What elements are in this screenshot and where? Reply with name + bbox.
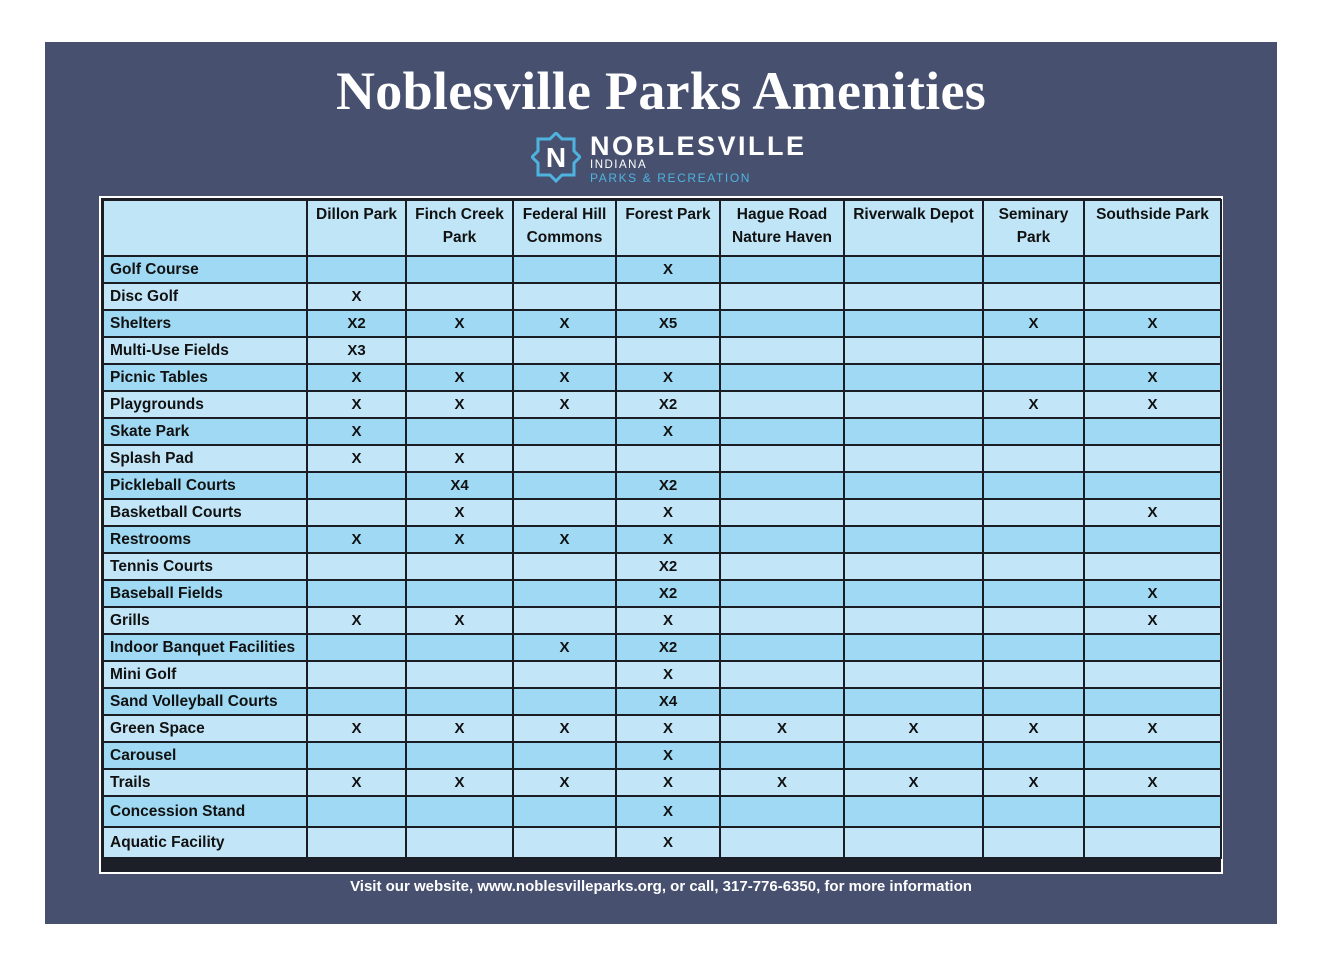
table-row: [103, 256, 1221, 283]
table-row: [103, 418, 1221, 445]
amenity-cell: X: [406, 364, 513, 391]
amenity-cell: X: [307, 445, 406, 472]
amenity-cell: [720, 310, 844, 337]
amenity-cell: [720, 391, 844, 418]
table-row: [103, 634, 1221, 661]
amenity-cell: [307, 634, 406, 661]
row-label: Restrooms: [103, 526, 307, 553]
amenity-cell: [616, 283, 720, 310]
table-row: [103, 715, 1221, 742]
row-label: Shelters: [103, 310, 307, 337]
table-row: [103, 499, 1221, 526]
amenity-cell: [720, 553, 844, 580]
amenity-cell: [1084, 661, 1221, 688]
amenity-cell: [406, 742, 513, 769]
amenity-cell: [513, 445, 616, 472]
amenity-cell: [720, 337, 844, 364]
amenity-cell: X2: [616, 634, 720, 661]
amenity-cell: [406, 634, 513, 661]
row-label: Green Space: [103, 715, 307, 742]
n-star-logo-icon: [531, 132, 581, 186]
amenity-cell: X: [983, 310, 1084, 337]
amenity-cell: [844, 364, 983, 391]
amenity-cell: [720, 364, 844, 391]
amenity-cell: X: [307, 607, 406, 634]
poster-panel: [45, 42, 1277, 924]
row-label: Multi-Use Fields: [103, 337, 307, 364]
amenity-cell: [844, 391, 983, 418]
amenity-cell: [720, 526, 844, 553]
amenity-cell: X: [1084, 607, 1221, 634]
amenity-cell: X: [513, 715, 616, 742]
amenity-cell: X3: [307, 337, 406, 364]
amenity-cell: [983, 742, 1084, 769]
table-row: [103, 472, 1221, 499]
row-label: Aquatic Facility: [103, 827, 307, 858]
amenity-cell: [513, 472, 616, 499]
amenity-cell: X: [406, 391, 513, 418]
amenity-cell: [983, 688, 1084, 715]
amenity-cell: X: [616, 796, 720, 827]
row-label: Pickleball Courts: [103, 472, 307, 499]
amenity-cell: X: [406, 445, 513, 472]
table-row: [103, 553, 1221, 580]
amenity-cell: X: [406, 310, 513, 337]
table-row: [103, 688, 1221, 715]
amenity-cell: [720, 742, 844, 769]
amenity-cell: [307, 256, 406, 283]
table-row: [103, 742, 1221, 769]
row-label: Skate Park: [103, 418, 307, 445]
table-row: [103, 827, 1221, 858]
amenity-cell: [1084, 553, 1221, 580]
table-row: [103, 310, 1221, 337]
amenity-cell: [406, 827, 513, 858]
column-header: Finch Creek Park: [406, 200, 513, 256]
amenity-cell: [844, 580, 983, 607]
logo-state: INDIANA: [590, 159, 648, 171]
amenity-cell: [844, 445, 983, 472]
row-label: Playgrounds: [103, 391, 307, 418]
amenity-cell: [983, 634, 1084, 661]
table-row: [103, 283, 1221, 310]
amenity-cell: [1084, 472, 1221, 499]
amenity-cell: [1084, 337, 1221, 364]
amenity-cell: X: [513, 769, 616, 796]
amenity-cell: [720, 661, 844, 688]
amenities-table: [102, 199, 1222, 859]
row-label: Basketball Courts: [103, 499, 307, 526]
amenity-cell: X: [616, 256, 720, 283]
row-label: Golf Course: [103, 256, 307, 283]
amenity-cell: [513, 827, 616, 858]
amenity-cell: X: [1084, 310, 1221, 337]
amenity-cell: [983, 796, 1084, 827]
amenity-cell: [513, 499, 616, 526]
amenity-cell: X: [616, 607, 720, 634]
column-header: Southside Park: [1084, 200, 1221, 256]
amenities-table-body: [103, 256, 1221, 858]
amenity-cell: [1084, 445, 1221, 472]
table-row: [103, 391, 1221, 418]
amenity-cell: [513, 661, 616, 688]
amenity-cell: X: [616, 661, 720, 688]
amenity-cell: [983, 661, 1084, 688]
amenity-cell: X: [1084, 364, 1221, 391]
table-row: [103, 769, 1221, 796]
amenity-cell: X2: [616, 580, 720, 607]
amenity-cell: [844, 256, 983, 283]
amenity-cell: [720, 796, 844, 827]
logo-department: PARKS & RECREATION: [590, 171, 752, 185]
amenity-cell: X: [406, 607, 513, 634]
amenity-cell: [983, 283, 1084, 310]
row-label: Disc Golf: [103, 283, 307, 310]
amenity-cell: [720, 283, 844, 310]
row-label: Sand Volleyball Courts: [103, 688, 307, 715]
amenity-cell: [406, 688, 513, 715]
amenity-cell: X: [844, 769, 983, 796]
amenity-cell: [983, 418, 1084, 445]
amenity-cell: [1084, 526, 1221, 553]
table-row: [103, 526, 1221, 553]
column-header: Forest Park: [616, 200, 720, 256]
amenity-cell: [513, 607, 616, 634]
amenity-cell: [307, 742, 406, 769]
amenity-cell: [844, 553, 983, 580]
amenity-cell: [406, 580, 513, 607]
noblesville-logo: [531, 130, 807, 190]
amenity-cell: [844, 418, 983, 445]
amenity-cell: [844, 607, 983, 634]
amenity-cell: [307, 553, 406, 580]
amenity-cell: X2: [616, 391, 720, 418]
amenity-cell: [406, 418, 513, 445]
amenity-cell: [844, 634, 983, 661]
amenity-cell: [983, 256, 1084, 283]
row-label: Picnic Tables: [103, 364, 307, 391]
amenity-cell: [844, 827, 983, 858]
amenity-cell: X: [616, 715, 720, 742]
amenity-cell: [307, 499, 406, 526]
amenity-cell: [1084, 634, 1221, 661]
amenity-cell: [513, 580, 616, 607]
amenity-cell: X: [513, 634, 616, 661]
amenity-cell: X: [307, 715, 406, 742]
amenity-cell: [307, 580, 406, 607]
amenity-cell: X: [406, 499, 513, 526]
amenity-cell: [406, 337, 513, 364]
table-row: [103, 364, 1221, 391]
amenity-cell: X: [720, 715, 844, 742]
amenity-cell: X: [844, 715, 983, 742]
column-header: Federal Hill Commons: [513, 200, 616, 256]
amenity-cell: [983, 472, 1084, 499]
amenity-cell: [616, 337, 720, 364]
amenity-cell: [1084, 256, 1221, 283]
amenity-cell: X: [406, 715, 513, 742]
amenity-cell: X: [307, 418, 406, 445]
amenity-cell: [844, 310, 983, 337]
amenity-cell: [720, 688, 844, 715]
amenity-cell: [844, 499, 983, 526]
amenity-cell: [1084, 283, 1221, 310]
amenity-cell: [983, 364, 1084, 391]
row-label: Concession Stand: [103, 796, 307, 827]
amenity-cell: [307, 796, 406, 827]
amenity-cell: [844, 283, 983, 310]
amenity-cell: X: [616, 742, 720, 769]
amenity-cell: [983, 445, 1084, 472]
amenity-cell: X: [307, 283, 406, 310]
logo-name: NOBLESVILLE: [590, 131, 807, 161]
amenities-table-frame: [99, 196, 1223, 874]
amenity-cell: X: [1084, 391, 1221, 418]
amenity-cell: X: [616, 418, 720, 445]
amenity-cell: X: [513, 364, 616, 391]
amenity-cell: X: [513, 526, 616, 553]
amenity-cell: [720, 634, 844, 661]
amenity-cell: X: [616, 526, 720, 553]
amenity-cell: [983, 607, 1084, 634]
row-label: Grills: [103, 607, 307, 634]
table-row: [103, 607, 1221, 634]
table-row: [103, 337, 1221, 364]
amenity-cell: X: [720, 769, 844, 796]
amenity-cell: [720, 256, 844, 283]
amenity-cell: [844, 526, 983, 553]
row-label: Splash Pad: [103, 445, 307, 472]
table-row: [103, 796, 1221, 827]
row-label: Baseball Fields: [103, 580, 307, 607]
column-header: Hague Road Nature Haven: [720, 200, 844, 256]
amenity-cell: X: [616, 769, 720, 796]
amenity-cell: [307, 472, 406, 499]
amenity-cell: X: [983, 769, 1084, 796]
amenity-cell: X: [406, 769, 513, 796]
amenity-cell: [513, 283, 616, 310]
amenity-cell: [720, 499, 844, 526]
amenity-cell: [1084, 418, 1221, 445]
amenity-cell: [844, 472, 983, 499]
amenity-cell: X: [1084, 769, 1221, 796]
amenity-cell: [616, 445, 720, 472]
amenity-cell: [513, 553, 616, 580]
amenity-cell: [720, 827, 844, 858]
amenity-cell: [513, 337, 616, 364]
amenity-cell: X2: [616, 553, 720, 580]
amenity-cell: [513, 688, 616, 715]
amenity-cell: X: [983, 715, 1084, 742]
amenity-cell: [406, 553, 513, 580]
amenity-cell: [513, 796, 616, 827]
amenity-cell: [844, 742, 983, 769]
amenity-cell: [406, 283, 513, 310]
amenity-cell: [406, 661, 513, 688]
row-label: Carousel: [103, 742, 307, 769]
amenity-cell: X: [307, 769, 406, 796]
amenity-cell: [513, 418, 616, 445]
amenity-cell: [307, 827, 406, 858]
amenity-cell: [983, 827, 1084, 858]
amenity-cell: [513, 256, 616, 283]
amenity-cell: [1084, 688, 1221, 715]
amenity-cell: [844, 796, 983, 827]
amenity-cell: [844, 661, 983, 688]
amenity-cell: [406, 796, 513, 827]
amenity-cell: [720, 445, 844, 472]
amenity-cell: X: [307, 391, 406, 418]
table-row: [103, 445, 1221, 472]
amenity-cell: [720, 472, 844, 499]
column-header: Riverwalk Depot: [844, 200, 983, 256]
amenity-cell: [307, 688, 406, 715]
amenity-cell: [1084, 796, 1221, 827]
amenity-cell: X2: [616, 472, 720, 499]
amenity-cell: [983, 580, 1084, 607]
column-header: Dillon Park: [307, 200, 406, 256]
amenity-cell: X: [1084, 499, 1221, 526]
table-row: [103, 661, 1221, 688]
amenity-cell: X: [616, 364, 720, 391]
column-header: Seminary Park: [983, 200, 1084, 256]
amenity-cell: [983, 526, 1084, 553]
amenity-cell: X: [406, 526, 513, 553]
amenity-cell: X4: [616, 688, 720, 715]
amenity-cell: X: [513, 391, 616, 418]
amenity-cell: [720, 418, 844, 445]
amenity-cell: [983, 553, 1084, 580]
row-label: Indoor Banquet Facilities: [103, 634, 307, 661]
amenity-cell: X: [307, 526, 406, 553]
amenity-cell: [844, 688, 983, 715]
amenity-cell: [307, 661, 406, 688]
logo-letter: N: [545, 142, 567, 173]
amenity-cell: X: [1084, 580, 1221, 607]
amenity-cell: [720, 607, 844, 634]
amenity-cell: [983, 337, 1084, 364]
corner-cell: [103, 200, 307, 256]
amenity-cell: X2: [307, 310, 406, 337]
amenity-cell: X: [616, 827, 720, 858]
row-label: Mini Golf: [103, 661, 307, 688]
amenity-cell: [844, 337, 983, 364]
amenity-cell: [983, 499, 1084, 526]
amenity-cell: X5: [616, 310, 720, 337]
row-label: Trails: [103, 769, 307, 796]
page-title: Noblesville Parks Amenities: [335, 61, 987, 121]
row-label: Tennis Courts: [103, 553, 307, 580]
amenity-cell: X: [983, 391, 1084, 418]
amenity-cell: X: [1084, 715, 1221, 742]
amenity-cell: [720, 580, 844, 607]
amenity-cell: [1084, 827, 1221, 858]
footer-contact-info: Visit our website, www.noblesvilleparks.org, or call, 317-776-6350, for more information: [350, 878, 972, 895]
amenity-cell: [513, 742, 616, 769]
table-row: [103, 580, 1221, 607]
amenity-cell: [406, 256, 513, 283]
amenity-cell: X: [616, 499, 720, 526]
amenity-cell: [1084, 742, 1221, 769]
amenity-cell: X: [513, 310, 616, 337]
amenity-cell: X4: [406, 472, 513, 499]
header-row: [103, 200, 1221, 256]
amenity-cell: X: [307, 364, 406, 391]
